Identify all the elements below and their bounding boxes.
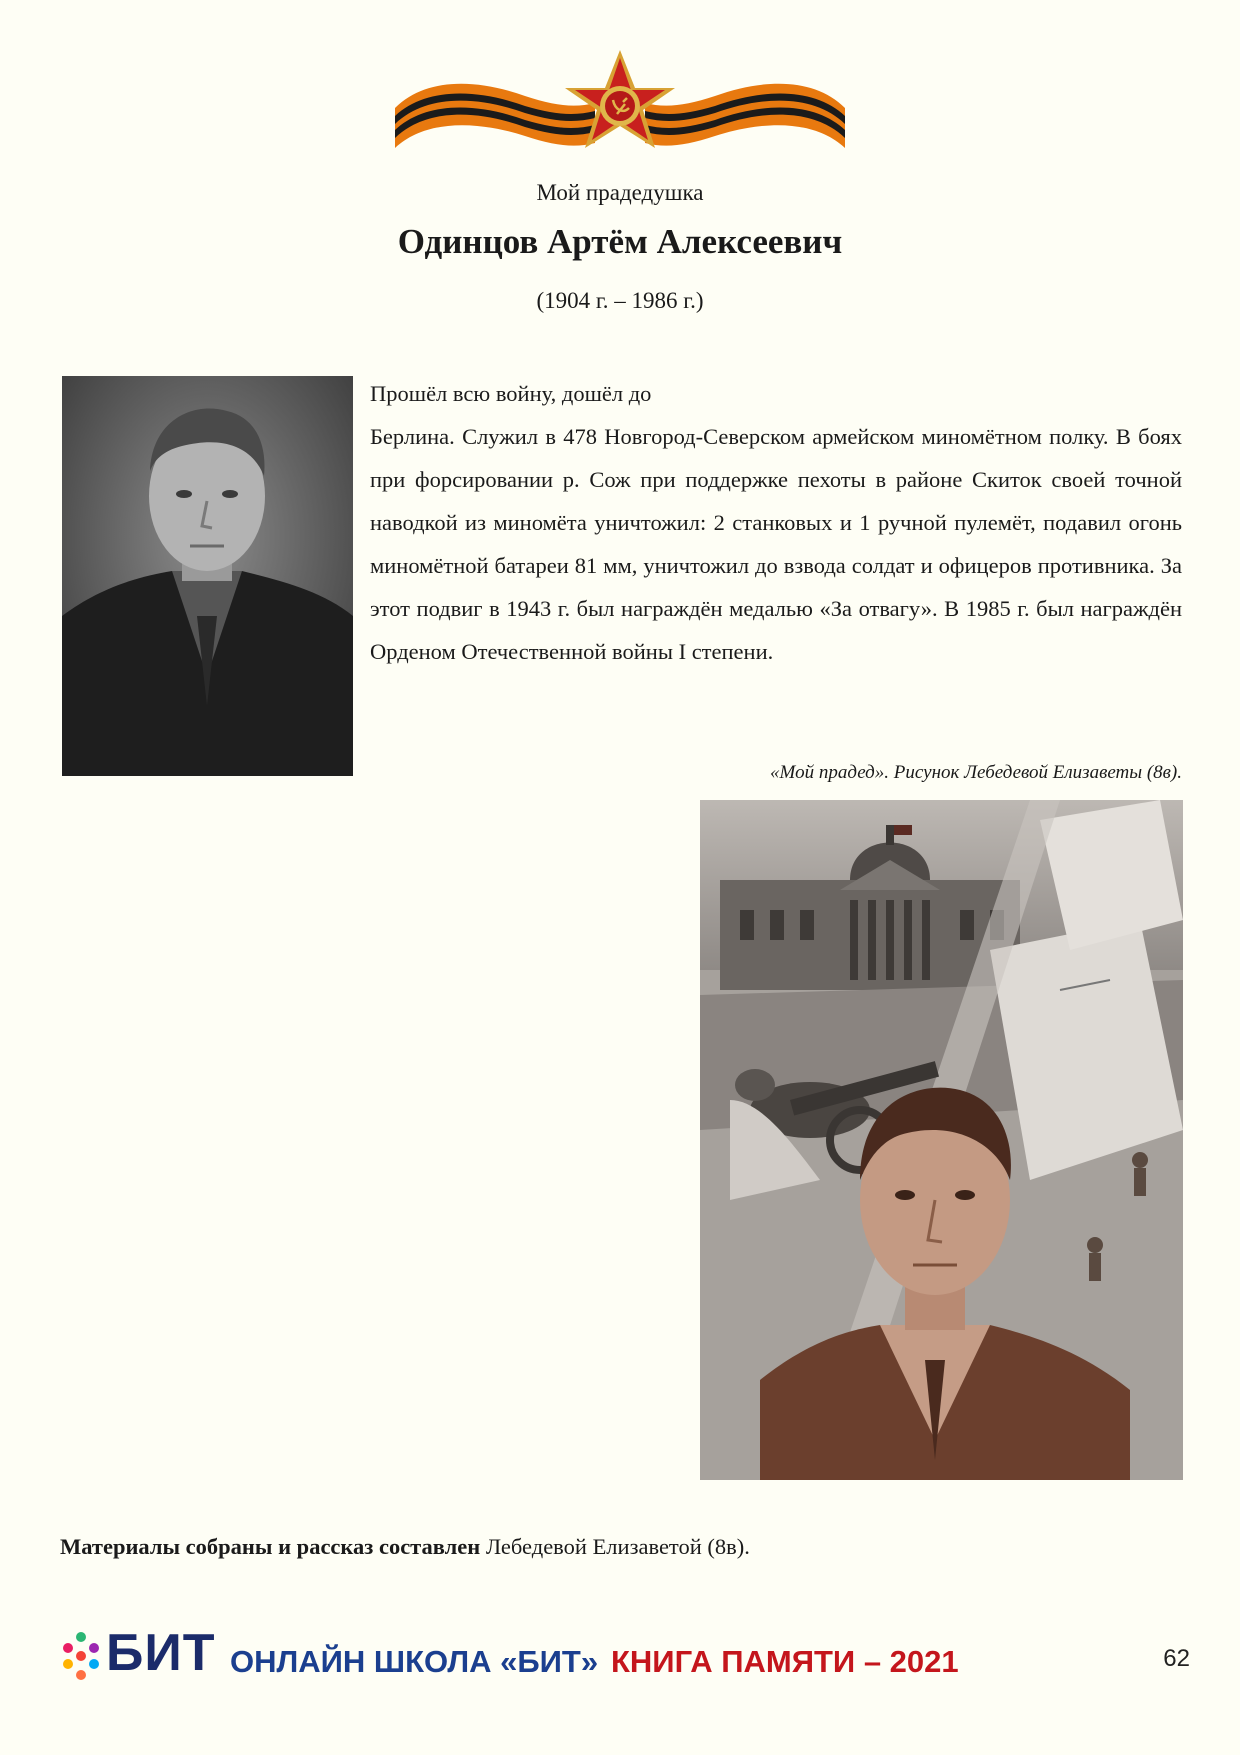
credits-line xyxy=(60,1534,750,1560)
portrait-photo xyxy=(62,376,353,776)
drawing-caption: «Мой прадед». Рисунок Лебедевой Елизаветы (8в). xyxy=(770,762,1182,783)
credits-author: Лебедевой Елизаветой (8в). xyxy=(480,1534,750,1559)
footer xyxy=(60,1625,1190,1685)
bit-logo: БИТ xyxy=(106,1624,216,1682)
footer-book-title: КНИГА ПАМЯТИ – 2021 xyxy=(611,1644,959,1679)
bio-text: Берлина. Служил в 478 Новгород-Северском армейском миномётном полку. В боях при форсировании р. Сож при поддержке пехоты в районе Скиток своей точной наводкой из миномёта уничтожил: 2 станковых и 1 ручной пулемёт, подавил огонь миномётной батареи 81 мм, уничтожил до взвода солдат и офицеров противника. За этот подвиг в 1943 г. был награждён медалью «За отвагу». В 1985 г. был награждён Орденом Отечественной войны I степени. xyxy=(370,424,1182,664)
pencil-drawing xyxy=(700,800,1183,1480)
bio-first-line: Прошёл всю войну, дошёл до xyxy=(370,381,652,406)
person-name: Одинцов Артём Алексеевич xyxy=(397,222,843,261)
page-number: 62 xyxy=(1163,1645,1190,1672)
order-ribbon-icon xyxy=(385,48,855,166)
footer-school-name: ОНЛАЙН ШКОЛА «БИТ» xyxy=(230,1644,599,1679)
subtitle: Мой прадедушка xyxy=(536,180,704,205)
bit-logo-dots-icon xyxy=(60,1631,102,1681)
life-years: (1904 г. – 1986 г.) xyxy=(536,288,704,313)
credits-bold: Материалы собраны и рассказ составлен xyxy=(60,1534,481,1559)
